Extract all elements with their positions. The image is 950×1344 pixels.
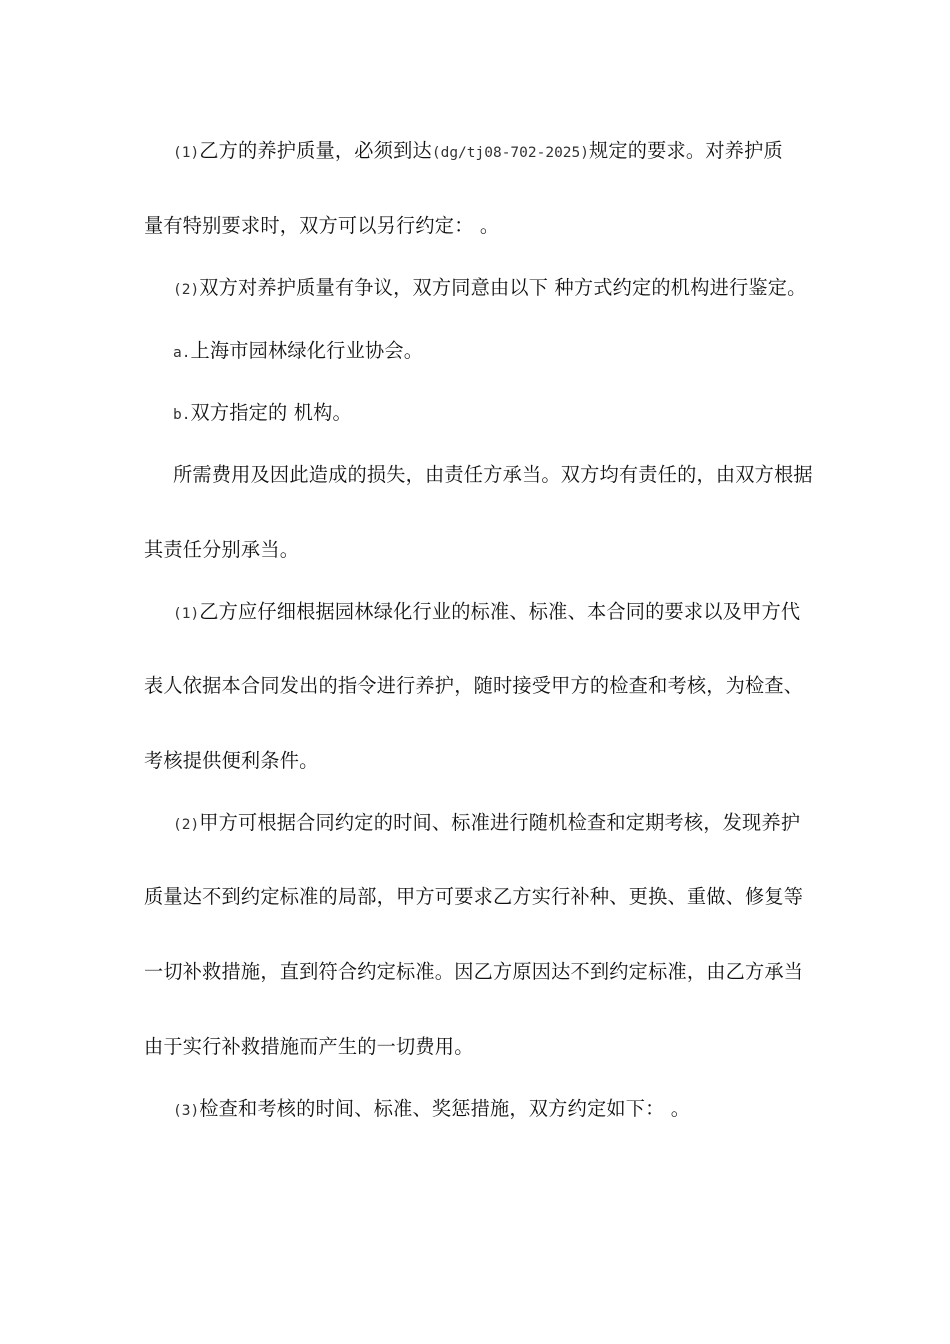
item-number: (1) [173,145,200,161]
standard-code: (dg/tj08-702-2025) [431,145,589,161]
paragraph-6-line-3 [144,749,319,773]
item-letter: b. [173,407,191,423]
item-number: (1) [173,606,200,622]
paragraph-7-line-1 [173,811,800,837]
line-text: 由于实行补救措施而产生的一切费用。 [144,1035,474,1058]
line-text: 检查和考核的时间、标准、奖惩措施，双方约定如下： 。 [199,1097,691,1120]
paragraph-7-line-3 [144,960,803,984]
paragraph-8-line-1 [173,1097,690,1123]
paragraph-2-line-1 [173,276,807,302]
item-number: (2) [173,282,200,298]
paragraph-1-line-1 [173,139,783,165]
paragraph-1-line-2 [144,214,499,238]
line-text: 甲方可根据合同约定的时间、标准进行随机检查和定期考核，发现养护 [199,811,801,834]
line-text: 一切补救措施，直到符合约定标准。因乙方原因达不到约定标准，由乙方承当 [144,960,804,983]
paragraph-6-line-1 [173,600,800,626]
line-text: 双方指定的 机构。 [190,401,352,424]
paragraph-4-line-1 [173,401,352,427]
line-text: 所需费用及因此造成的损失，由责任方承当。双方均有责任的，由双方根据 [173,463,813,486]
line-text: 乙方的养护质量，必须到达 [199,139,432,162]
paragraph-7-line-2 [144,885,803,909]
line-text: 表人依据本合同发出的指令进行养护，随时接受甲方的检查和考核，为检查、 [144,674,804,697]
paragraph-6-line-2 [144,674,803,698]
line-text: 乙方应仔细根据园林绿化行业的标准、标准、本合同的要求以及甲方代 [199,600,801,623]
item-letter: a. [173,345,191,361]
item-number: (2) [173,817,200,833]
line-text: 其责任分别承当。 [144,538,300,561]
line-text: 上海市园林绿化行业协会。 [190,339,424,362]
paragraph-7-line-4 [144,1035,474,1059]
line-text: 考核提供便利条件。 [144,749,319,772]
paragraph-3-line-1 [173,339,423,365]
paragraph-5-line-2 [144,538,299,562]
paragraph-5-line-1 [173,463,813,487]
line-text: 双方对养护质量有争议，双方同意由以下 种方式约定的机构进行鉴定。 [199,276,807,299]
line-text: 质量达不到约定标准的局部，甲方可要求乙方实行补种、更换、重做、修复等 [144,885,804,908]
line-text: 量有特别要求时，双方可以另行约定： 。 [144,214,500,237]
line-text: 规定的要求。对养护质 [589,139,783,162]
item-number: (3) [173,1103,200,1119]
